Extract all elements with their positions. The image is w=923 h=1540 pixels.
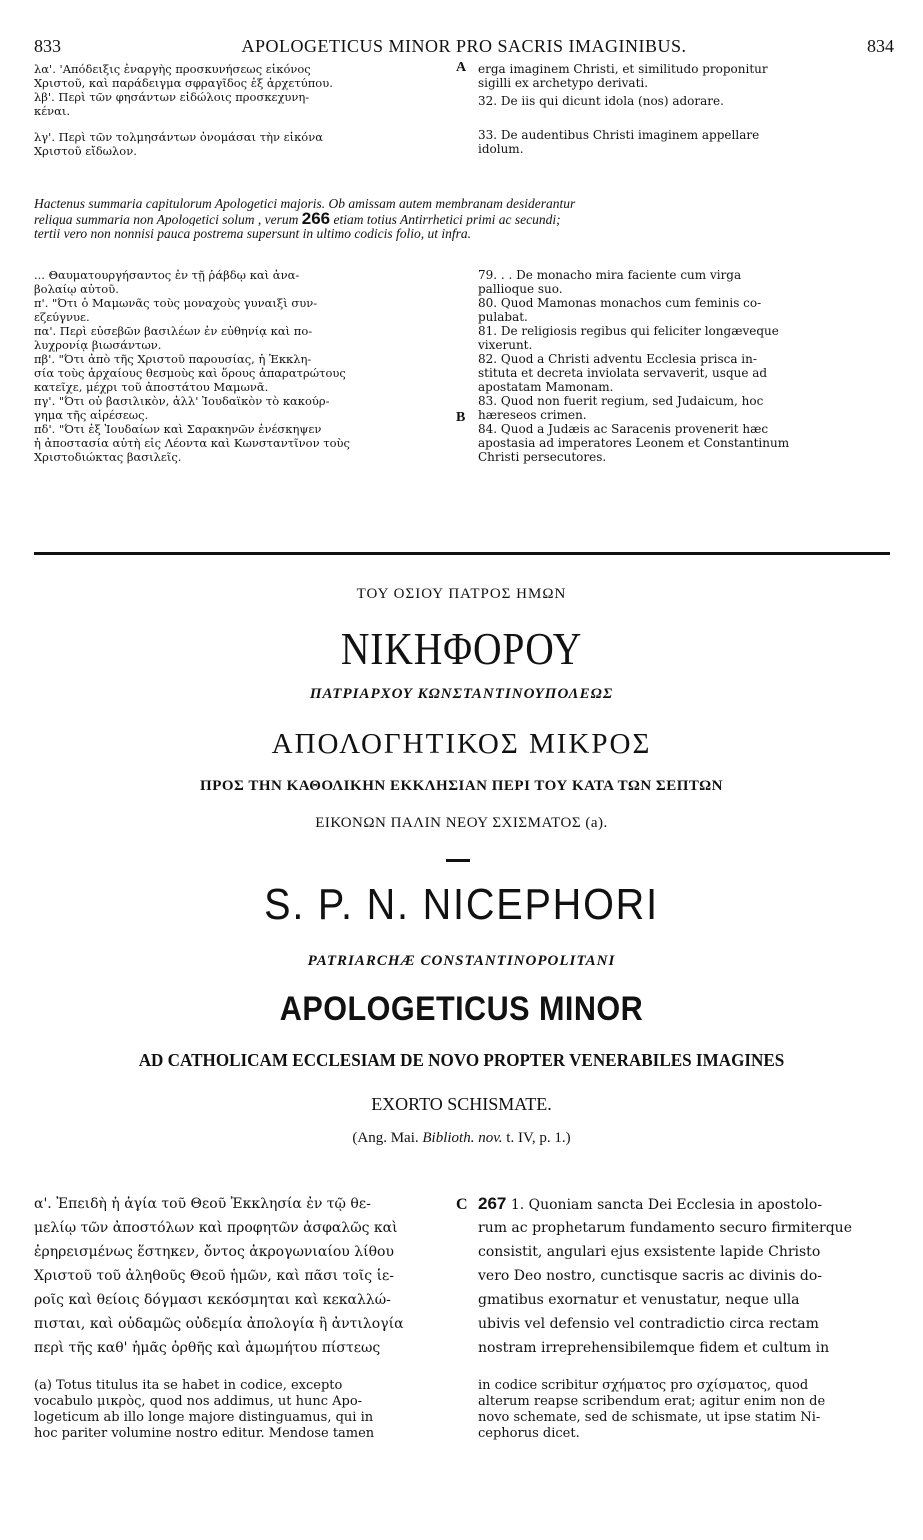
greek-patriarch-subtitle: ΠΑΤΡΙΑΡΧΟΥ ΚΩΝΣΤΑΝΤΙΝΟΥΠΟΛΕΩΣ	[309, 686, 614, 702]
footnote-line: vocabulo μικρὸς, quod nos addimus, ut hunc Apo-	[34, 1394, 363, 1409]
text-line: 79. . . De monacho mira faciente cum virga	[478, 268, 742, 282]
text-line: βολαίῳ αὐτοῦ.	[34, 282, 119, 296]
text-line: κατεῖχε, μέχρι τοῦ ἀποστάτου Μαμωνᾶ.	[34, 380, 269, 394]
footnote-line: cephorus dicet.	[478, 1426, 580, 1441]
text-line: Χριστοῦ τοῦ ἀληθοῦς Θεοῦ ἡμῶν, καὶ πᾶσι τοῖς ἱε-	[34, 1268, 395, 1284]
summary-note	[34, 196, 890, 241]
text-line: pallioque suo.	[478, 282, 563, 296]
text-line: α'. Ἐπειδὴ ἡ ἁγία τοῦ Θεοῦ Ἐκκλησία ἐν τῷ θε-	[34, 1196, 371, 1212]
text-line: π'. "Ότι ὁ Μαμωνᾶς τοὺς μοναχοὺς γυναιξὶ συν-	[34, 296, 318, 310]
top-greek-column	[34, 62, 446, 158]
text-line: apostatam Mamonam.	[478, 380, 614, 394]
text-line: ubivis vel defensio vel contradictio circa rectam	[478, 1316, 819, 1332]
greek-work-title: ΑΠΟΛΟΓΗΤΙΚΟΣ ΜΙΚΡΟΣ	[271, 728, 652, 760]
text-line: 82. Quod a Christi adventu Ecclesia prisca in-	[478, 352, 757, 366]
text-line: nostram irreprehensibilemque fidem et cultum in	[478, 1340, 830, 1356]
footnote-line: hoc pariter volumine nostro editur. Mendose tamen	[34, 1426, 375, 1441]
margin-letter-c: C	[456, 1196, 468, 1213]
text-line: vero Deo nostro, cunctisque sacris ac divinis do-	[478, 1268, 823, 1284]
text-line: Χριστοῦ εἴδωλον.	[34, 144, 137, 158]
source-citation	[0, 1130, 923, 1147]
text-line: Χριστοδιώκτας βασιλεῖς.	[34, 450, 182, 464]
citation-part: t. IV, p. 1.)	[502, 1130, 571, 1146]
text-line: idolum.	[478, 142, 524, 156]
section-rule	[34, 552, 890, 555]
column-number-266: 266	[301, 211, 331, 226]
text-line: ἐρηρεισμένως ἕστηκεν, ὄντος ἀκρογωνιαίου λίθου	[34, 1244, 394, 1260]
citation-part: (Ang. Mai.	[352, 1130, 423, 1146]
text-line: Χριστοῦ, καὶ παράδειγμα σφραγῖδος ἐξ ἀρχετύπου.	[34, 76, 333, 90]
margin-letter-b: B	[456, 410, 466, 425]
footnote-line: (a) Totus titulus ita se habet in codice, excepto	[34, 1378, 343, 1393]
text-line: 83. Quod non fuerit regium, sed Judaicum, hoc	[478, 394, 764, 408]
note-text: etiam totius Antirrhetici primi ac secundi;	[333, 212, 561, 226]
text-line: erga imaginem Christi, et similitudo proponitur	[478, 62, 768, 76]
text-line: λυχρονίᾳ βιωσάντων.	[34, 338, 162, 352]
text-line: hæreseos crimen.	[478, 408, 587, 422]
text-line: apostasia ad imperatores Leonem et Constantinum	[478, 436, 790, 450]
text-line: sigilli ex archetypo derivati.	[478, 76, 649, 90]
page-number-left: 833	[34, 36, 61, 56]
footnote-line: in codice scribitur σχήματος pro σχίσματος, quod	[478, 1378, 809, 1393]
text-line	[478, 1192, 890, 1216]
greek-author-title: ΝΙΚΗΦΟΡΟΥ	[340, 623, 583, 674]
latin-work-title: APOLOGETICUS MINOR	[279, 990, 644, 1028]
footnote-line: alterum reapse scribendum erat; agitur enim non de	[478, 1394, 826, 1409]
text-line: πγ'. "Ότι οὐ βασιλικὸν, ἀλλ' Ἰουδαϊκὸν τὸ κακούρ-	[34, 394, 330, 408]
text-line: περὶ τῆς καθ' ἡμᾶς ὀρθῆς καὶ ἀμωμήτου πίστεως	[34, 1340, 381, 1356]
greek-description-line-1: ΠΡΟΣ ΤΗΝ ΚΑΘΟΛΙΚΗΝ ΕΚΚΛΗΣΙΑΝ ΠΕΡΙ ΤΟΥ ΚΑΤΑ ΤΩΝ ΣΕΠΤΩΝ	[200, 778, 723, 794]
text-line: Christi persecutores.	[478, 450, 607, 464]
text-line: ... Θαυματουργήσαντος ἐν τῇ ῥάβδῳ καὶ ἀνα-	[34, 268, 300, 282]
text-line: stituta et decreta inviolata servaverit, usque ad	[478, 366, 768, 380]
text-line: gmatibus exornatur et venustatur, neque ulla	[478, 1292, 800, 1308]
text-line: λγ'. Περὶ τῶν τολμησάντων ὀνομάσαι τὴν εἰκόνα	[34, 130, 323, 144]
text-line: κέναι.	[34, 104, 71, 118]
text-line: consistit, angulari ejus exsistente lapide Christo	[478, 1244, 821, 1260]
text-line: πισται, καὶ οὐδαμῶς οὐδεμία ἀπολογία ἢ ἀντιλογία	[34, 1316, 404, 1332]
mid-latin-column	[478, 268, 890, 464]
text-line: 84. Quod a Judæis ac Saracenis provenerit hæc	[478, 422, 769, 436]
text-line: 33. De audentibus Christi imaginem appellare	[478, 128, 760, 142]
footnote-line: logeticum ab illo longe majore distinguamus, qui in	[34, 1410, 374, 1425]
text-line: 80. Quod Mamonas monachos cum feminis co-	[478, 296, 762, 310]
text-line: λβ'. Περὶ τῶν φησάντων εἰδώλοις προσκεχυνη-	[34, 90, 310, 104]
text-line: πδ'. "Ότι ἐξ Ἰουδαίων καὶ Σαρακηνῶν ἐνέσκηψεν	[34, 422, 322, 436]
latin-description-line-2: EXORTO SCHISMATE.	[371, 1094, 552, 1114]
text-line: vixerunt.	[478, 338, 533, 352]
text-line: πβ'. "Ότι ἀπὸ τῆς Χριστοῦ παρουσίας, ἡ Ἐκκλη-	[34, 352, 312, 366]
running-header	[34, 36, 894, 58]
note-line: Hactenus summaria capitulorum Apologetici majoris. Ob amissam autem membranam desiderantur	[34, 196, 576, 211]
latin-author-title: S. P. N. NICEPHORI	[264, 880, 659, 929]
note-line: tertii vero non nonnisi pauca postrema supersunt in ultimo codicis folio, ut infra.	[34, 226, 471, 241]
text-line: πα'. Περὶ εὐσεβῶν βασιλέων ἐν εὐθηνίᾳ καὶ πο-	[34, 324, 313, 338]
title-separator	[446, 859, 470, 862]
note-text: reliqua summaria non Apologetici solum , verum	[34, 212, 299, 226]
margin-letter-a: A	[456, 60, 467, 75]
text-line-content: 1. Quoniam sancta Dei Ecclesia in apostolo-	[510, 1197, 823, 1213]
top-latin-column	[478, 62, 890, 156]
text-line: λα'. 'Απόδειξις ἐναργὴς προσκυνήσεως εἰκόνος	[34, 62, 311, 76]
text-line: 81. De religiosis regibus qui feliciter longæveque	[478, 324, 779, 338]
greek-description-line-2: ΕΙΚΟΝΩΝ ΠΑΛΙΝ ΝΕΟΥ ΣΧΙΣΜΑΤΟΣ (a).	[315, 815, 608, 831]
footnote-left-column	[34, 1378, 446, 1442]
text-line: rum ac prophetarum fundamento securo firmiterque	[478, 1220, 852, 1236]
text-line: ροῖς καὶ θείοις δόγμασι κεκόσμηται καὶ κεκαλλώ-	[34, 1292, 391, 1308]
footnote-right-column	[478, 1378, 890, 1442]
citation-title: Biblioth. nov.	[422, 1130, 503, 1146]
text-line: σία τοὺς ἀρχαίους θεσμοὺς καὶ ὅρους ἀπαρατρώτους	[34, 366, 346, 380]
text-line: μελίῳ τῶν ἀποστόλων καὶ προφητῶν ἀσφαλῶς καὶ	[34, 1220, 398, 1236]
body-greek-column	[34, 1192, 446, 1360]
running-title: APOLOGETICUS MINOR PRO SACRIS IMAGINIBUS.	[241, 36, 687, 56]
page-number-right: 834	[867, 36, 894, 56]
latin-patriarch-subtitle: PATRIARCHÆ CONSTANTINOPOLITANI	[307, 953, 616, 969]
text-line: ἡ ἀποστασία αὐτὴ εἰς Λέοντα καὶ Κωνσταντῖνον τοὺς	[34, 436, 350, 450]
greek-preheading: ΤΟΥ ΟΣΙΟΥ ΠΑΤΡΟΣ ΗΜΩΝ	[356, 586, 567, 602]
text-line: 32. De iis qui dicunt idola (nos) adorare.	[478, 94, 724, 108]
footnote-line: novo schemate, sed de schismate, ut ipse statim Ni-	[478, 1410, 821, 1425]
column-number-267: 267	[478, 1194, 507, 1213]
note-line	[34, 211, 890, 226]
mid-greek-column	[34, 268, 446, 464]
text-line: εζεύγνυε.	[34, 310, 90, 324]
text-line: pulabat.	[478, 310, 528, 324]
text-line: γημα τῆς αἱρέσεως.	[34, 408, 149, 422]
latin-description-line-1: AD CATHOLICAM ECCLESIAM DE NOVO PROPTER VENERABILES IMAGINES	[138, 1050, 785, 1070]
body-latin-column	[478, 1192, 890, 1360]
